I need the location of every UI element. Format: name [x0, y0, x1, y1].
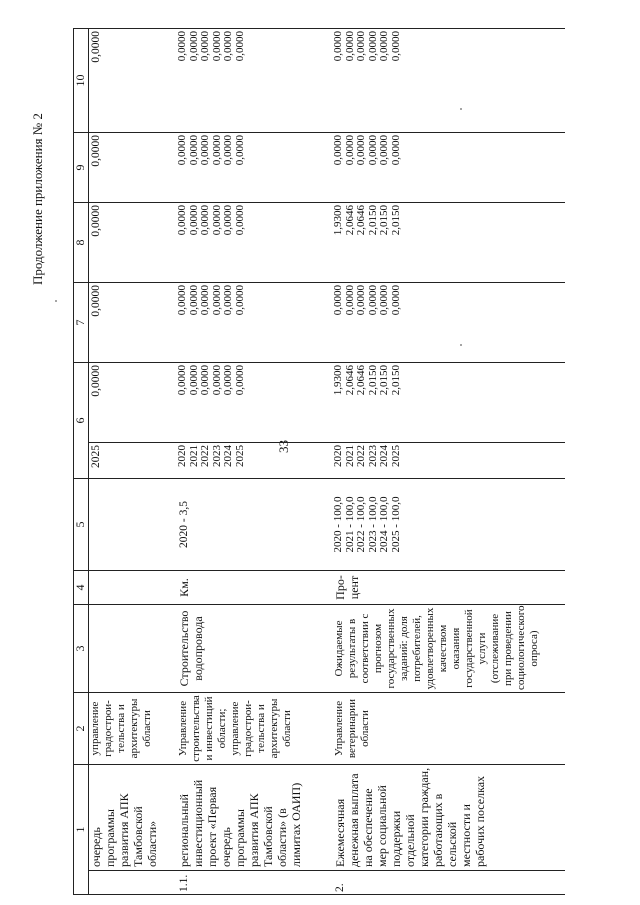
cell-executor: Управление ветеринарии области — [323, 693, 565, 765]
cell-v8: 0,0000 0,0000 0,0000 0,0000 0,0000 0,0000 — [167, 203, 323, 283]
table-row-1-1 — [167, 29, 323, 895]
cell-years: 2020 2021 2022 2023 2024 2025 — [167, 443, 323, 479]
cell-v9: 0,0000 0,0000 0,0000 0,0000 0,0000 0,0000 — [323, 133, 565, 203]
col-header-8: 8 — [74, 203, 89, 283]
cell-v6: 0,0000 — [89, 363, 168, 443]
cell-v10: 0,0000 0,0000 0,0000 0,0000 0,0000 0,0000 — [323, 29, 565, 133]
cell-row-number: 1.1. — [167, 871, 323, 895]
page-number: 33 — [276, 440, 291, 453]
col-header-2: 2 — [74, 693, 89, 765]
cell-year: 2025 — [89, 443, 168, 479]
col-header-6: 6 — [74, 363, 89, 479]
scan-speck — [460, 108, 462, 110]
cell-name: очередь программы развития АПК Тамбовской области» — [89, 765, 168, 871]
cell-years: 2020 2021 2022 2023 2024 2025 — [323, 443, 565, 479]
cell-unit: Про-цент — [323, 571, 565, 605]
cell-v7: 0,0000 0,0000 0,0000 0,0000 0,0000 0,0000 — [167, 283, 323, 363]
cell-executor: управление градострои-тельства и архитектуры области — [89, 693, 168, 765]
cell-executor: Управление строительства и инвестиций области; управление градострои-тельства и архитектуры области — [167, 693, 323, 765]
col-header-4: 4 — [74, 571, 89, 605]
cell-v9: 0,0000 — [89, 133, 168, 203]
cell-result: Строительство водопровода — [167, 605, 323, 693]
cell-v7: 0,0000 — [89, 283, 168, 363]
cell-v8: 1,9300 2,0646 2,0646 2,0150 2,0150 2,0150 — [323, 203, 565, 283]
col-header-3: 3 — [74, 605, 89, 693]
column-number-row — [74, 29, 89, 895]
cell-target: 2020 - 100,0 2021 - 100,0 2022 - 100,0 2023 - 100,0 2024 - 100,0 2025 - 100,0 — [323, 479, 565, 571]
cell-target: 2020 - 3,5 — [167, 479, 323, 571]
cell-v10: 0,0000 0,0000 0,0000 0,0000 0,0000 0,0000 — [167, 29, 323, 133]
cell-name: Ежемесячная денежная выплата на обеспечение мер социальной поддержки отдельной категории граждан, работающих в сельской местности и рабочих поселках — [323, 765, 565, 871]
data-table — [73, 28, 565, 895]
col-header-10: 10 — [74, 29, 89, 133]
table-row-continuation — [89, 29, 168, 895]
cell-v7: 0,0000 0,0000 0,0000 0,0000 0,0000 0,0000 — [323, 283, 565, 363]
appendix-caption: Продолжение приложения № 2 — [30, 113, 45, 285]
cell-name: региональный инвестиционный проект «Первая очередь программы развития АПК Тамбовской области» (в лимитах ОАИП) — [167, 765, 323, 871]
cell-unit: Км. — [167, 571, 323, 605]
cell-v6: 0,0000 0,0000 0,0000 0,0000 0,0000 0,0000 — [167, 363, 323, 443]
cell-v8: 0,0000 — [89, 203, 168, 283]
cell-row-number: 2. — [323, 871, 565, 895]
col-header-7: 7 — [74, 283, 89, 363]
scan-speck — [55, 300, 57, 302]
col-header-9: 9 — [74, 133, 89, 203]
table-row-2 — [323, 29, 565, 895]
cell-v10: 0,0000 — [89, 29, 168, 133]
cell-result: Ожидаемые результаты в соответствии с прогнозом государственных заданий: доля потребителей, удовлетворенных качеством оказания государственной услуги (отслеживание при проведении социологического опроса) — [323, 605, 565, 693]
col-header-5: 5 — [74, 479, 89, 571]
cell-v9: 0,0000 0,0000 0,0000 0,0000 0,0000 0,0000 — [167, 133, 323, 203]
cell-v6: 1,9300 2,0646 2,0646 2,0150 2,0150 2,0150 — [323, 363, 565, 443]
col-header-1: 1 — [74, 765, 89, 895]
scan-speck — [460, 344, 462, 346]
